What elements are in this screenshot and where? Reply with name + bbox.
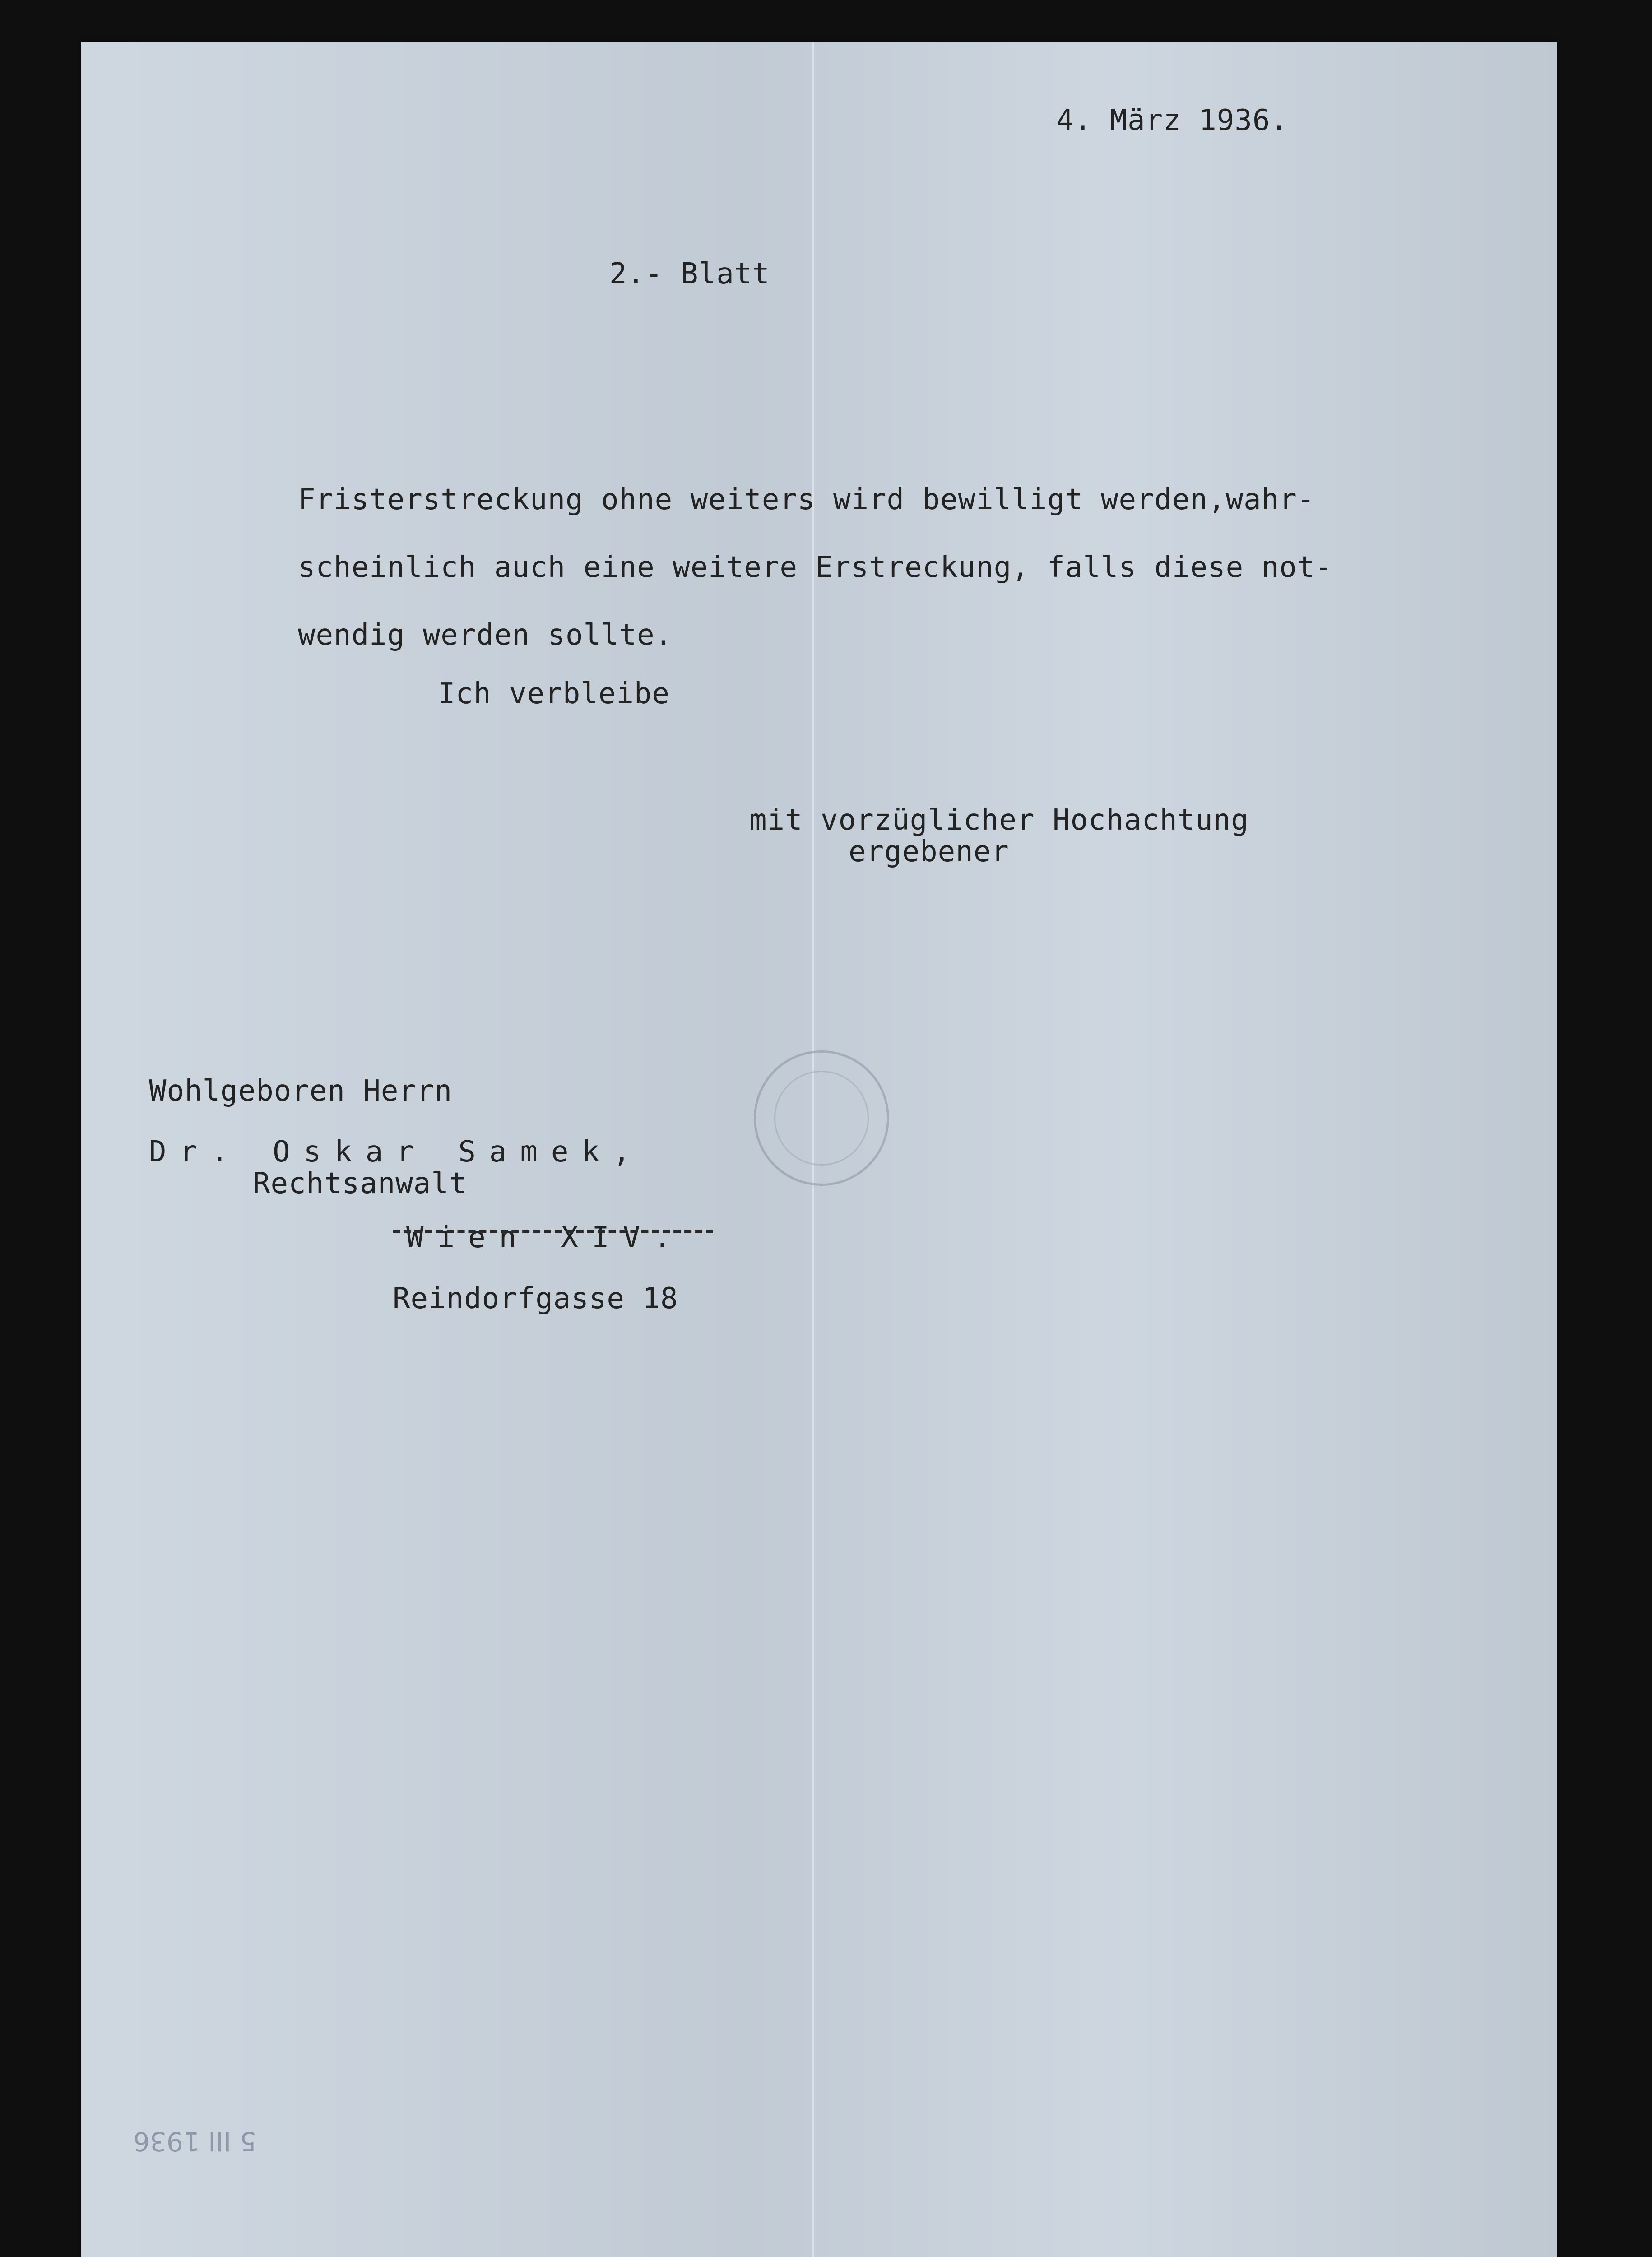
letter-date: 4. März 1936.	[1056, 104, 1288, 137]
closing-line: ergebener	[849, 835, 1009, 868]
address-city: Wien XIV.	[406, 1221, 685, 1254]
address-name: Dr. Oskar Samek,	[149, 1135, 644, 1169]
body-line: scheinlich auch eine weitere Erstreckung, falls diese not-	[298, 551, 1333, 584]
address-salutation: Wohlgeboren Herrn	[149, 1074, 453, 1108]
body-line: Fristerstreckung ohne weiters wird bewilligt werden,wahr-	[298, 483, 1315, 516]
address-title: Rechtsanwalt	[253, 1167, 467, 1200]
round-stamp	[754, 1050, 889, 1186]
underline-rule	[393, 1230, 713, 1233]
address-street: Reindorfgasse 18	[393, 1282, 678, 1315]
closing-line: mit vorzüglicher Hochachtung	[749, 803, 1249, 837]
body-line: wendig werden sollte.	[298, 618, 673, 652]
received-date-stamp: 5 III 1936	[133, 2126, 256, 2157]
sheet-number: 2.- Blatt	[609, 257, 770, 291]
closing-lead: Ich verbleibe	[438, 677, 670, 711]
letter-sheet	[81, 42, 1557, 2257]
